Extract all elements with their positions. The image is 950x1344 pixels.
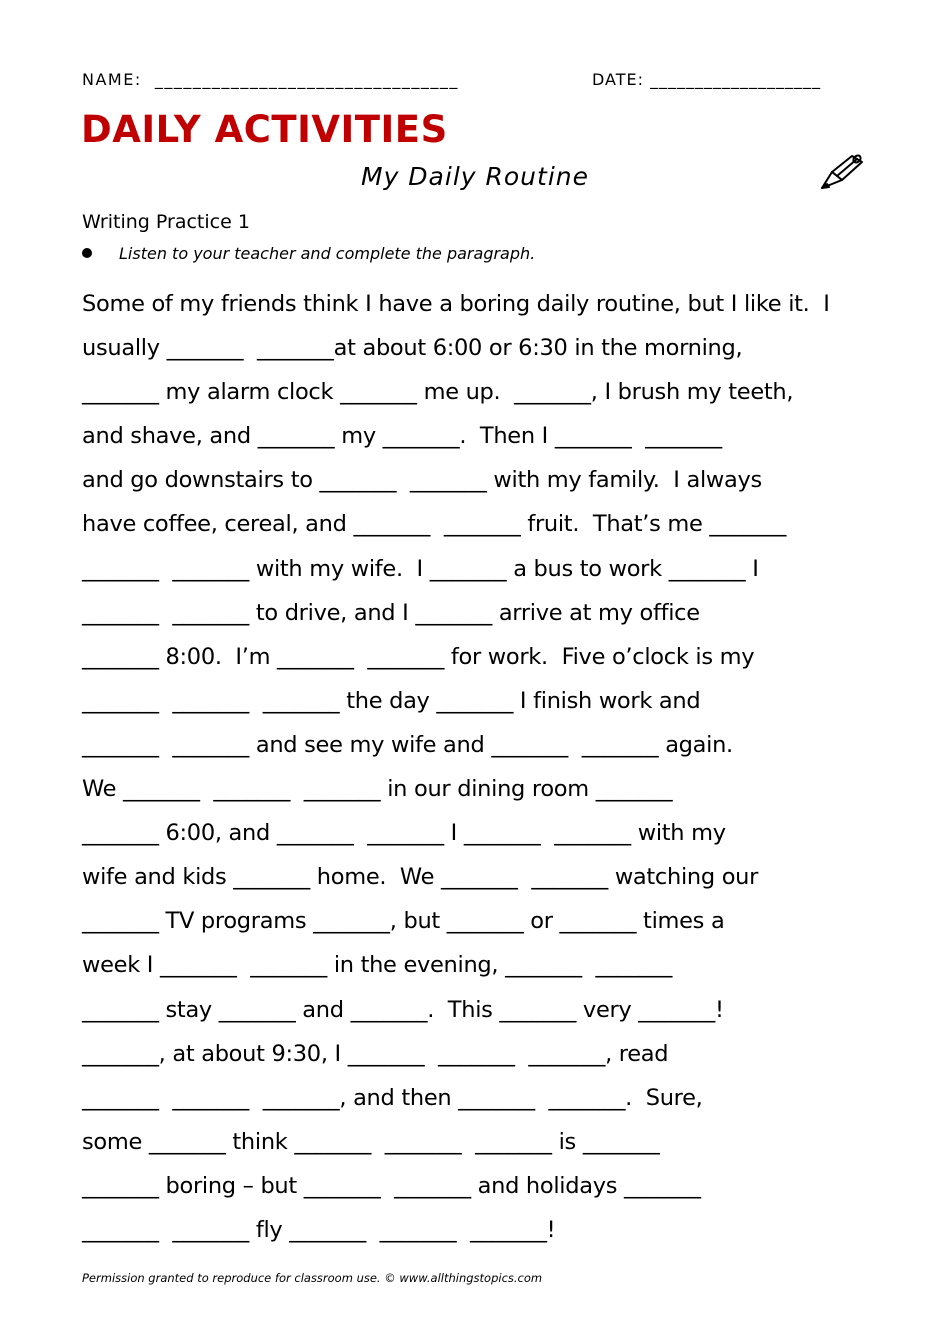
name-field[interactable]: NAME: ________________________________ [82, 70, 459, 89]
instruction [82, 244, 535, 263]
paragraph-line[interactable]: _______ _______ and see my wife and _______ _______ again. [82, 731, 733, 758]
fill-in-paragraph [82, 282, 882, 1252]
paragraph-line[interactable]: _______ boring – but _______ _______ and holidays _______ [82, 1172, 701, 1199]
paragraph-line[interactable]: _______ _______ _______, and then _______ _______. Sure, [82, 1084, 703, 1111]
paragraph-line[interactable]: wife and kids _______ home. We _______ _______ watching our [82, 864, 759, 891]
page-title: DAILY ACTIVITIES [81, 108, 448, 151]
pencil-icon [818, 152, 866, 192]
paragraph-line[interactable]: _______ _______ to drive, and I _______ arrive at my office [82, 599, 700, 626]
paragraph-line[interactable]: and shave, and _______ my _______. Then I _______ _______ [82, 423, 722, 450]
instruction-text: Listen to your teacher and complete the paragraph. [119, 244, 536, 263]
paragraph-line[interactable]: _______ 8:00. I’m _______ _______ for work. Five o’clock is my [82, 643, 755, 670]
paragraph-line[interactable]: have coffee, cereal, and _______ _______ fruit. That’s me _______ [82, 511, 787, 538]
paragraph-line[interactable]: _______ _______ _______ the day _______ I finish work and [82, 687, 701, 714]
paragraph-line[interactable]: and go downstairs to _______ _______ with my family. I always [82, 467, 762, 494]
paragraph-line[interactable]: _______ stay _______ and _______. This _______ very _______! [82, 996, 724, 1023]
paragraph-line[interactable]: some _______ think _______ _______ _______ is _______ [82, 1128, 660, 1155]
copyright-footer: Permission granted to reproduce for classroom use. © www.allthingstopics.com [82, 1271, 543, 1285]
paragraph-line[interactable]: _______ 6:00, and _______ _______ I _______ _______ with my [82, 820, 726, 847]
paragraph-line[interactable]: We _______ _______ _______ in our dining room _______ [82, 776, 673, 803]
date-field[interactable]: DATE: ___________________ [592, 70, 822, 89]
paragraph-line[interactable]: week I _______ _______ in the evening, _______ _______ [82, 952, 673, 979]
page-subtitle: My Daily Routine [361, 162, 589, 191]
paragraph-line[interactable]: usually _______ _______at about 6:00 or 6:30 in the morning, [82, 335, 743, 362]
paragraph-line[interactable]: _______ TV programs _______, but _______ or _______ times a [82, 908, 725, 935]
paragraph-line[interactable]: _______, at about 9:30, I _______ _______ _______, read [82, 1040, 669, 1067]
paragraph-line[interactable]: _______ my alarm clock _______ me up. _______, I brush my teeth, [82, 379, 794, 406]
bullet-icon [82, 248, 92, 258]
paragraph-line[interactable]: _______ _______ fly _______ _______ _______! [82, 1216, 556, 1243]
section-title: Writing Practice 1 [82, 211, 250, 233]
paragraph-line[interactable]: _______ _______ with my wife. I _______ a bus to work _______ I [82, 555, 759, 582]
paragraph-line[interactable]: Some of my friends think I have a boring daily routine, but I like it. I [82, 291, 830, 317]
